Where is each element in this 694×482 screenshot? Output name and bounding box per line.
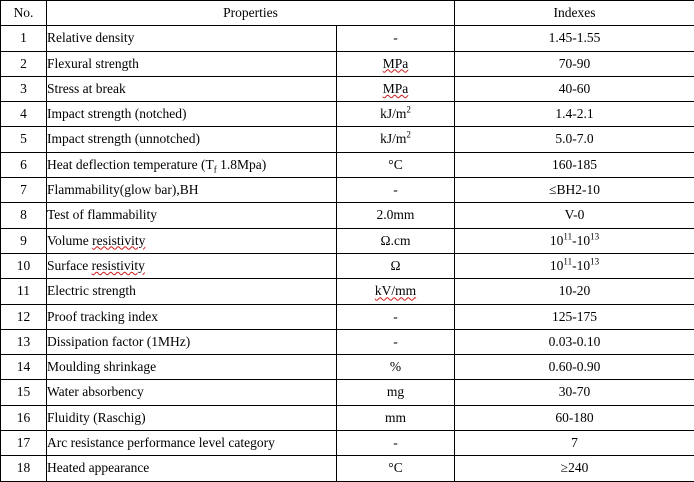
table-row [1,304,694,329]
row-property: Impact strength (notched) [47,102,337,127]
row-no: 13 [1,329,47,354]
row-no: 8 [1,203,47,228]
row-unit: °C [337,456,455,481]
row-unit [337,279,455,304]
row-index: $10^{11}-10^{13}$ [455,253,694,278]
table-row [1,76,694,101]
superscript-2: 2 [406,105,411,115]
row-index: 125-175 [455,304,694,329]
row-index: V-0 [455,203,694,228]
table-row [1,102,694,127]
misspelled-word: resistivity [92,258,145,273]
row-property: Heat deflection temperature ($T_f$ 1.8Mpa) [47,152,337,177]
table-row [1,228,694,253]
row-index: 7 [455,431,694,456]
row-index: 40-60 [455,76,694,101]
row-index: 0.03-0.10 [455,329,694,354]
row-index: 10-20 [455,279,694,304]
row-index: ≥240 [455,456,694,481]
table-row [1,355,694,380]
table-row [1,178,694,203]
row-no: 11 [1,279,47,304]
superscript-11: 11 [563,231,572,241]
row-property: Relative density [47,26,337,51]
table-row [1,431,694,456]
row-unit: - [337,26,455,51]
table-row [1,279,694,304]
row-property: Proof tracking index [47,304,337,329]
table-row [1,152,694,177]
row-property: Moulding shrinkage [47,355,337,380]
row-unit: % [337,355,455,380]
subscript-f: f [214,164,217,174]
row-no: 4 [1,102,47,127]
row-no: 10 [1,253,47,278]
row-unit: $kJ/m^2$ [337,127,455,152]
row-index: 0.60-0.90 [455,355,694,380]
row-unit: Ω [337,253,455,278]
row-property: Arc resistance performance level category [47,431,337,456]
table-row [1,329,694,354]
superscript-11: 11 [563,256,572,266]
table-row [1,203,694,228]
row-unit [337,51,455,76]
row-unit: $kJ/m^2$ [337,102,455,127]
row-no: 14 [1,355,47,380]
table-row [1,51,694,76]
row-property: Volume resistivity [47,228,337,253]
table-row [1,405,694,430]
row-property: Water absorbency [47,380,337,405]
column-header-no: No. [1,1,47,26]
row-no: 17 [1,431,47,456]
row-property: Fluidity (Raschig) [47,405,337,430]
table-row [1,253,694,278]
row-no: 7 [1,178,47,203]
row-unit: Ω.cm [337,228,455,253]
row-index: ≤BH2-10 [455,178,694,203]
row-index: 5.0-7.0 [455,127,694,152]
row-no: 16 [1,405,47,430]
row-unit [337,76,455,101]
superscript-13: 13 [590,256,599,266]
row-index: $10^{11}-10^{13}$ [455,228,694,253]
row-property: Flammability(glow bar),BH [47,178,337,203]
table-header-row [1,1,694,26]
superscript-13: 13 [590,231,599,241]
row-index: 70-90 [455,51,694,76]
row-unit: - [337,329,455,354]
row-property: Heated appearance [47,456,337,481]
row-unit: mg [337,380,455,405]
row-unit: - [337,178,455,203]
row-unit: 2.0mm [337,203,455,228]
table-row [1,127,694,152]
row-no: 18 [1,456,47,481]
table-row [1,380,694,405]
row-property: Dissipation factor (1MHz) [47,329,337,354]
row-unit: - [337,431,455,456]
superscript-2: 2 [406,130,411,140]
row-property: Test of flammability [47,203,337,228]
row-no: 6 [1,152,47,177]
row-index: 1.45-1.55 [455,26,694,51]
row-index: 60-180 [455,405,694,430]
row-no: 12 [1,304,47,329]
row-no: 2 [1,51,47,76]
table-row [1,456,694,481]
row-unit-text: MPa [383,56,409,71]
row-property: Surface resistivity [47,253,337,278]
row-no: 15 [1,380,47,405]
table-row [1,26,694,51]
row-no: 5 [1,127,47,152]
misspelled-word: resistivity [92,233,145,248]
row-no: 9 [1,228,47,253]
row-property: Electric strength [47,279,337,304]
row-property: Flexural strength [47,51,337,76]
row-unit-text: MPa [383,81,409,96]
row-property: Impact strength (unnotched) [47,127,337,152]
column-header-properties: Properties [47,1,455,26]
row-unit: mm [337,405,455,430]
row-index: 1.4-2.1 [455,102,694,127]
row-no: 3 [1,76,47,101]
row-no: 1 [1,26,47,51]
column-header-indexes: Indexes [455,1,694,26]
row-unit: °C [337,152,455,177]
row-unit-text: kV/mm [375,283,416,298]
row-property: Stress at break [47,76,337,101]
row-index: 30-70 [455,380,694,405]
table-body [1,26,694,481]
row-unit: - [337,304,455,329]
row-index: 160-185 [455,152,694,177]
